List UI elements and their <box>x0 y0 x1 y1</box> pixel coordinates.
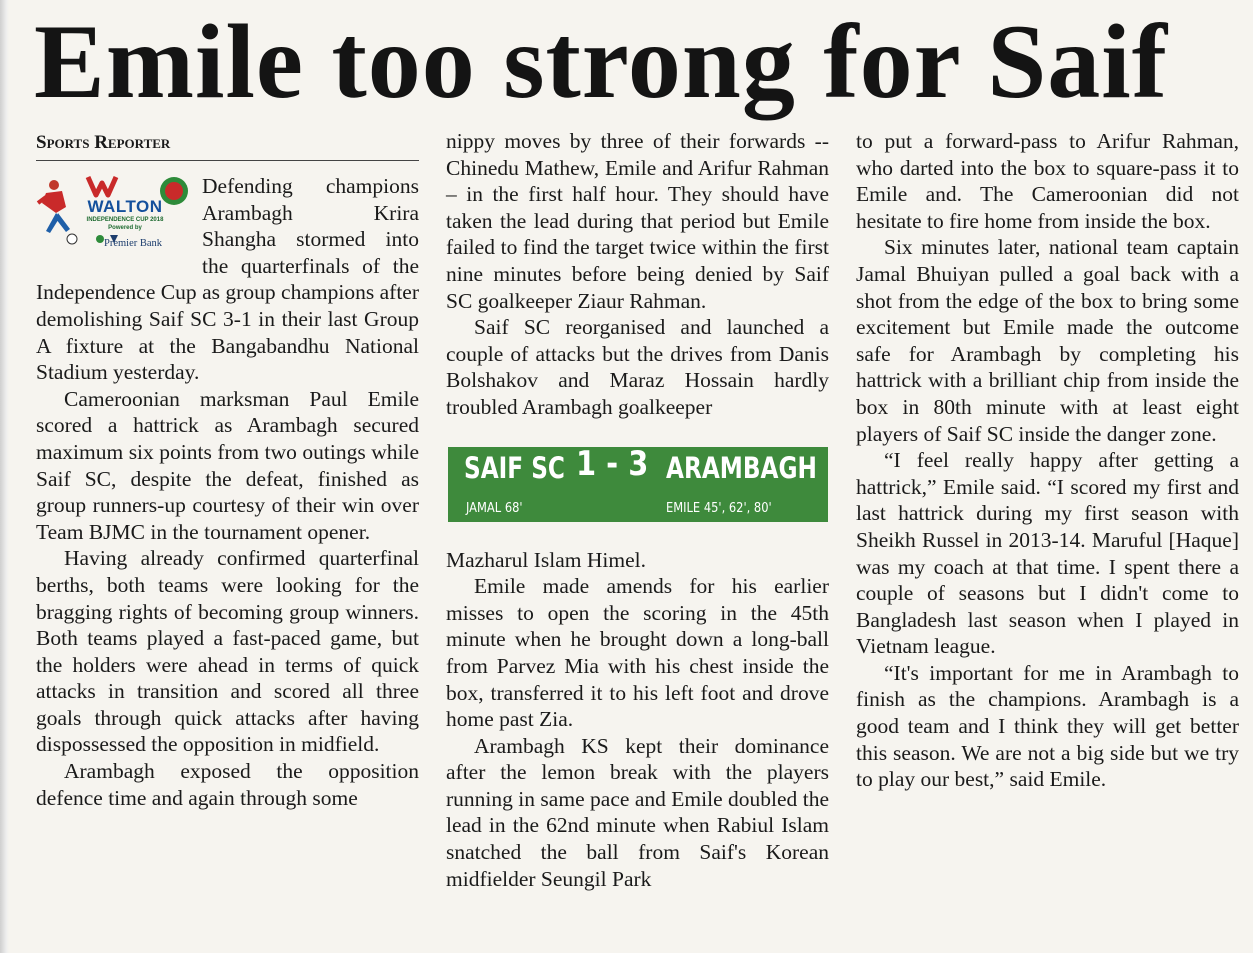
paragraph: Six minutes later, national team captain Jamal Bhuiyan pulled a goal back with a shot from the edge of the box to bring some excitement but Emile made the outcome safe for Arambagh by completing his hattrick with a brilliant chip from inside the box in 80th minute with at least eight players of Saif SC inside the danger zone. <box>856 235 1239 446</box>
page-edge-shadow <box>0 0 9 953</box>
tournament-logo <box>36 173 192 251</box>
away-scorers: EMILE 45', 62', 80' <box>666 499 772 516</box>
headline: Emile too strong for Saif <box>34 3 1169 120</box>
logo-sponsor: Premier Bank <box>103 238 163 249</box>
scoreboard <box>448 443 828 522</box>
logo-event: INDEPENDENCE CUP 2018 <box>86 217 164 223</box>
column-1 <box>36 128 419 811</box>
paragraph: nippy moves by three of their forwards -- Chinedu Mathew, Emile and Arifur Rahman – in the first half hour. They should have taken the lead during that period but Emile failed to find the target twice within the first nine minutes before being denied by Saif SC goalkeeper Ziaur Rahman. <box>446 129 829 313</box>
paragraph: to put a forward-pass to Arifur Rahman, who darted into the box to square-pass it to Emile and. The Cameroonian did not hesitate to fire home from inside the box. <box>856 129 1239 233</box>
column-3 <box>856 128 1239 793</box>
paragraph: Mazharul Islam Himel. <box>446 547 647 572</box>
paragraph: “It's important for me in Arambagh to finish as the champions. Arambagh is a good team and I think they will get better this season. We are not a big side but we try to play our best,” said Emile. <box>856 660 1239 792</box>
paragraph: Arambagh exposed the opposition defence time and again through some <box>36 759 419 810</box>
logo-text <box>58 173 192 250</box>
paragraph: “I feel really happy after getting a hattrick,” Emile said. “I scored my first and last hattrick during my first season with Sheikh Russel in 2013-14. Maruful [Haque] was my coach at that time. I spent there a couple of seasons but I didn't come to Bangladesh last season when I played in Vietnam league. <box>856 448 1239 659</box>
paragraph: Defending champions Arambagh Krira Shangha stormed into the quarterfinals of the Independence Cup as group champions after demolishing Saif SC 3-1 in their last Group A fixture at the Bangabandhu National Stadium yesterday. <box>36 174 419 385</box>
match-score: 1 - 3 <box>576 443 649 484</box>
byline: Sports Reporter <box>36 128 419 161</box>
away-team: ARAMBAGH <box>666 450 817 485</box>
paragraph: Cameroonian marksman Paul Emile scored a hattrick as Arambagh secured maximum six points from two outings while Saif SC, despite the defeat, finished as group runners-up courtesy of their win over Team BJMC in the tournament opener. <box>36 386 419 544</box>
logo-brand: WALTON <box>87 197 163 216</box>
column-2 <box>446 128 829 892</box>
paragraph: Having already confirmed quarterfinal berths, both teams were looking for the bragging rights of becoming group winners. Both teams played a fast-paced game, but the holders were ahead in terms of quick attacks in transition and scored all three goals through quick attacks after having dispossessed the opposition in midfield. <box>36 546 419 757</box>
home-team: SAIF SC <box>464 450 565 485</box>
logo-powered: Powered by <box>108 225 142 231</box>
paragraph: Saif SC reorganised and launched a couple of attacks but the drives from Danis Bolshakov and Maraz Hossain hardly troubled Arambagh goalkeeper <box>446 315 829 419</box>
paragraph: Arambagh KS kept their dominance after the lemon break with the players running in same pace and Emile doubled the lead in the 62nd minute when Rabiul Islam snatched the ball from Saif's Korean midfielder Seungil Park <box>446 733 829 891</box>
paragraph: Emile made amends for his earlier misses to open the scoring in the 45th minute when he brought down a long-ball from Parvez Mia with his chest inside the box, transferred it to his left foot and drove home past Zia. <box>446 574 829 732</box>
home-scorers: JAMAL 68' <box>466 499 523 516</box>
